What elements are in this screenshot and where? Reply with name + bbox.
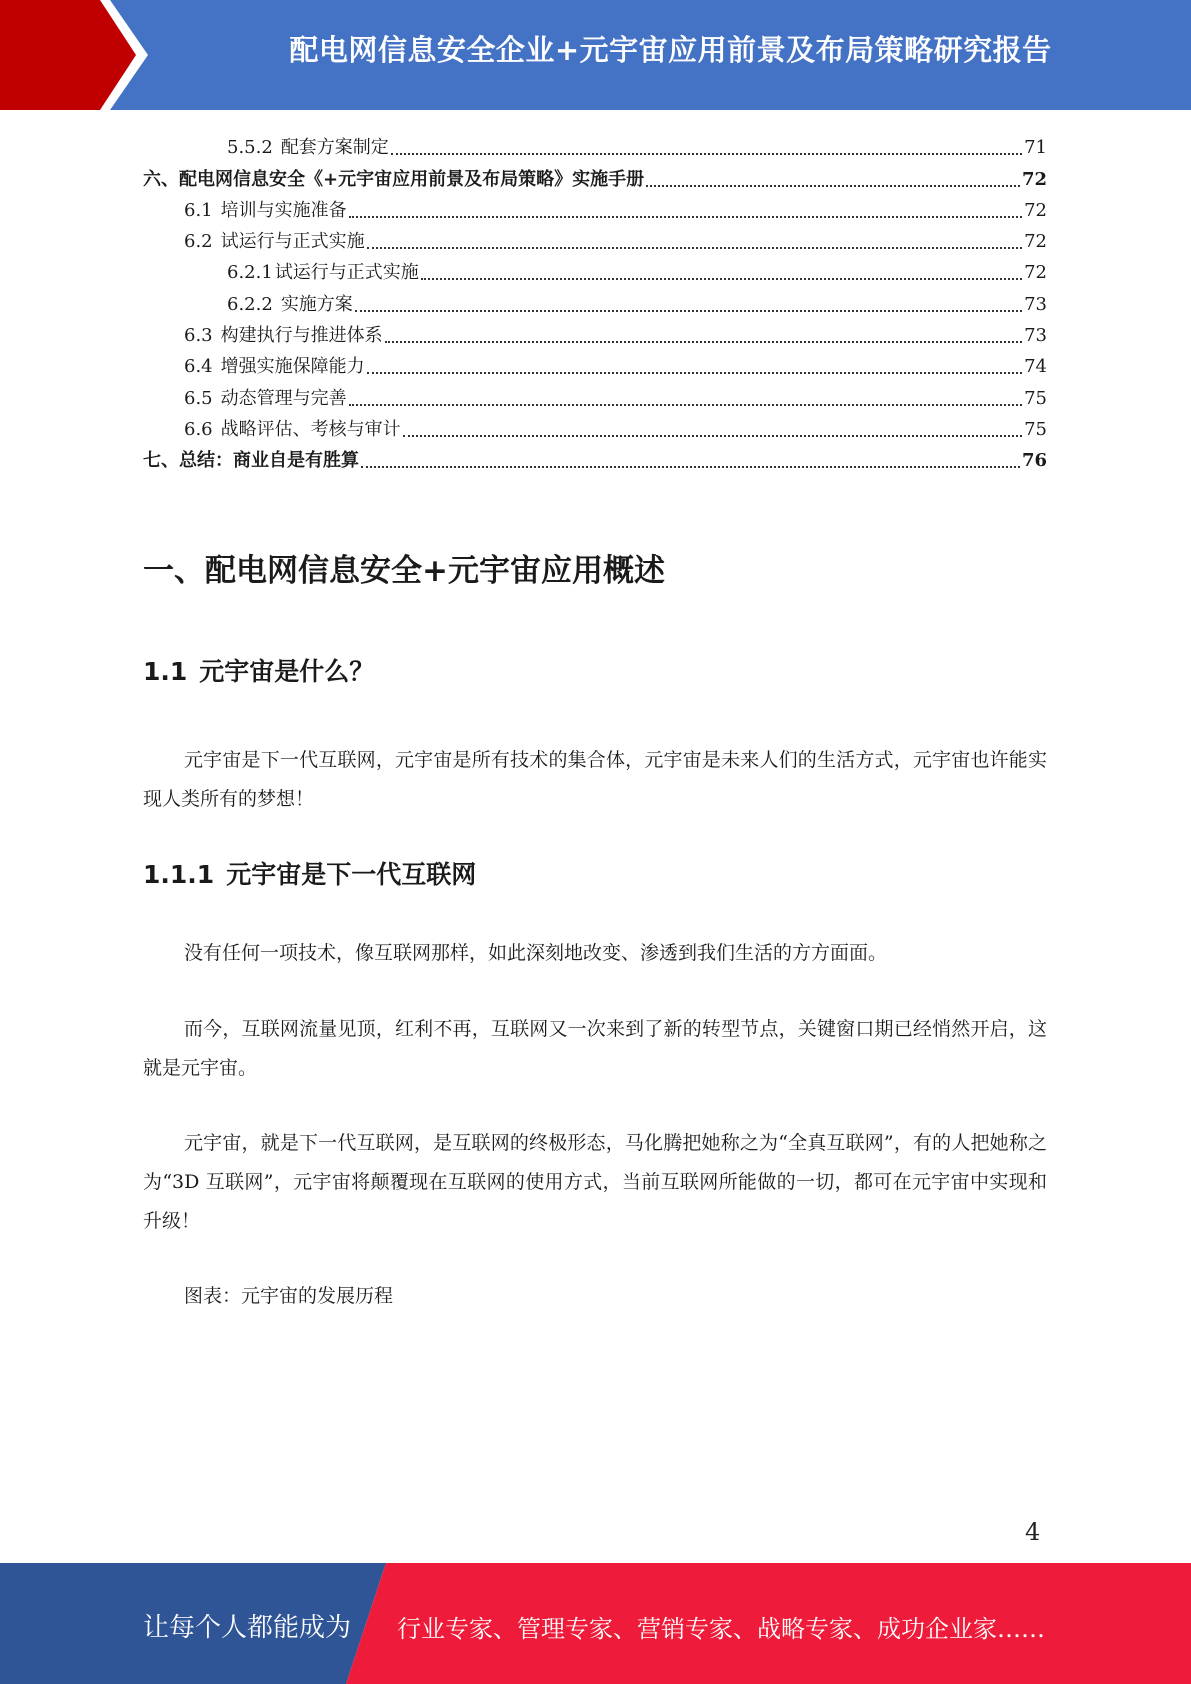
table-of-contents [143, 128, 1047, 472]
toc-entry-page: 74 [1024, 356, 1047, 378]
footer-banner [0, 1563, 1191, 1684]
toc-entry-page: 75 [1024, 418, 1047, 440]
toc-entry-title: 配套方案制定 [280, 137, 389, 159]
toc-entry-title: 增强实施保障能力 [220, 356, 365, 378]
toc-entry-page: 72 [1024, 231, 1047, 253]
body-paragraph: 没有任何一项技术，像互联网那样，如此深刻地改变、渗透到我们生活的方方面面。 [184, 942, 888, 964]
toc-leader-dots [391, 153, 1022, 155]
section-heading-1-1-1 [143, 855, 476, 891]
toc-entry[interactable] [143, 316, 1047, 347]
toc-entry-title: 试运行与正式实施 [220, 231, 365, 253]
toc-entry-page: 72 [1024, 262, 1047, 284]
toc-entry-number: 6.4 [184, 356, 213, 378]
heading-text: 元宇宙是下一代互联网 [226, 860, 477, 889]
toc-leader-dots [385, 341, 1022, 343]
toc-entry-page: 71 [1024, 137, 1047, 159]
toc-entry-page: 72 [1024, 199, 1047, 221]
toc-entry[interactable] [143, 347, 1047, 378]
toc-leader-dots [349, 216, 1022, 218]
toc-leader-dots [367, 372, 1022, 374]
toc-entry-page: 73 [1024, 293, 1047, 315]
toc-entry-title: 七、总结：商业自是有胜算 [143, 450, 359, 472]
toc-entry-number: 6.2 [184, 231, 213, 253]
heading-number: 1.1 [143, 657, 188, 686]
toc-entry-title: 试运行与正式实施 [274, 262, 419, 284]
toc-entry[interactable] [143, 284, 1047, 315]
footer-slogan-left: 让每个人都能成为 [143, 1613, 352, 1643]
body-paragraph: 而今，互联网流量见顶，红利不再，互联网又一次来到了新的转型节点，关键窗口期已经悄然开启，这就是元宇宙。 [143, 1018, 1047, 1079]
toc-entry[interactable] [143, 253, 1047, 284]
toc-entry-number: 6.1 [184, 199, 213, 221]
figure-caption: 图表：元宇宙的发展历程 [184, 1285, 394, 1307]
toc-entry[interactable] [143, 410, 1047, 441]
toc-entry-number: 6.3 [184, 325, 213, 347]
toc-leader-dots [367, 247, 1022, 249]
heading-text: 元宇宙是什么？ [199, 657, 375, 686]
toc-entry-number: 5.5.2 [227, 137, 273, 159]
toc-entry-number: 6.6 [184, 418, 213, 440]
toc-entry-page: 73 [1024, 325, 1047, 347]
toc-entry[interactable] [143, 378, 1047, 409]
footer-slogan-right: 行业专家、管理专家、营销专家、战略专家、成功企业家…… [397, 1615, 1045, 1643]
toc-leader-dots [361, 466, 1020, 468]
toc-entry-page: 76 [1021, 450, 1047, 472]
toc-entry[interactable] [143, 441, 1047, 472]
toc-entry-title: 六、配电网信息安全《+元宇宙应用前景及布局策略》实施手册 [143, 168, 645, 190]
toc-entry-title: 战略评估、考核与审计 [220, 418, 401, 440]
toc-entry-number: 6.2.2 [227, 293, 273, 315]
toc-entry-number: 6.5 [184, 387, 213, 409]
toc-entry-title: 构建执行与推进体系 [220, 325, 383, 347]
page-number: 4 [1025, 1518, 1041, 1546]
toc-leader-dots [355, 310, 1022, 312]
body-paragraph: 元宇宙是下一代互联网，元宇宙是所有技术的集合体，元宇宙是未来人们的生活方式，元宇宙也许能实现人类所有的梦想！ [143, 749, 1047, 810]
toc-entry[interactable] [143, 222, 1047, 253]
toc-entry-title: 动态管理与完善 [220, 387, 347, 409]
toc-leader-dots [646, 185, 1020, 187]
toc-leader-dots [349, 404, 1022, 406]
toc-entry-page: 75 [1024, 387, 1047, 409]
toc-leader-dots [403, 435, 1022, 437]
toc-entry[interactable] [143, 128, 1047, 159]
toc-entry-title: 实施方案 [280, 293, 353, 315]
toc-leader-dots [421, 278, 1022, 280]
toc-entry-title: 培训与实施准备 [220, 199, 347, 221]
document-title: 配电网信息安全企业+元宇宙应用前景及布局策略研究报告 [289, 33, 1052, 67]
toc-entry-page: 72 [1021, 168, 1047, 190]
toc-entry[interactable] [143, 191, 1047, 222]
header-banner [0, 0, 1191, 110]
section-heading-1-1 [143, 652, 374, 688]
toc-entry-number: 6.2.1 [227, 262, 273, 284]
heading-number: 1.1.1 [143, 860, 215, 889]
section-heading-1: 一、配电网信息安全+元宇宙应用概述 [143, 553, 665, 589]
body-paragraph: 元宇宙，就是下一代互联网，是互联网的终极形态，马化腾把她称之为“全真互联网”，有的人把她称之为“3D 互联网”，元宇宙将颠覆现在互联网的使用方式，当前互联网所能做的一切，都可在元宇宙中实现和升级！ [143, 1132, 1047, 1232]
toc-entry[interactable] [143, 159, 1047, 190]
